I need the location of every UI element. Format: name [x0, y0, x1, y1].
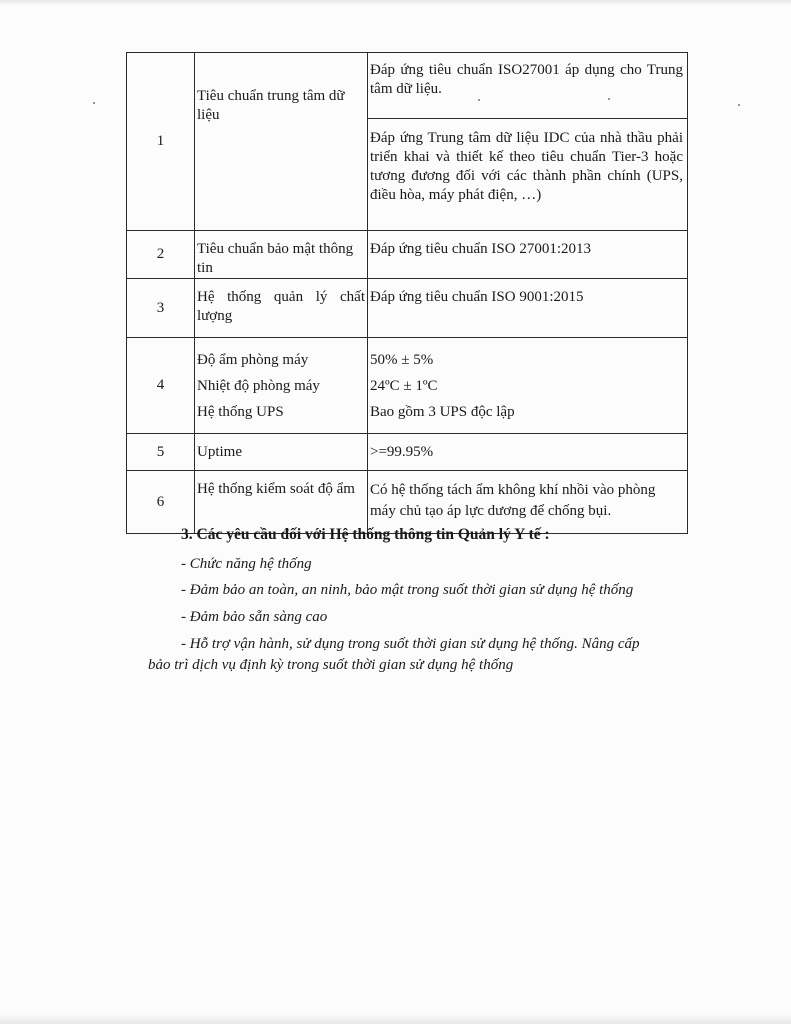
- row-requirement: [368, 231, 688, 279]
- row-requirement: [368, 53, 688, 119]
- scan-edge-bottom: [0, 1014, 791, 1024]
- table-row: [127, 338, 688, 434]
- requirement-text: Có hệ thống tách ẩm không khí nhồi vào phòng máy chủ tạo áp lực dương để chống bụi.: [370, 482, 656, 519]
- row-criterion: [195, 434, 368, 471]
- row-number: 6: [127, 471, 195, 534]
- criterion-label: Tiêu chuẩn trung tâm dữ liệu: [197, 87, 345, 123]
- requirement-text: Đáp ứng Trung tâm dữ liệu IDC của nhà thầu phải triển khai và thiết kế theo tiêu chuẩn Tier-3 hoặc tương đương đối với các thành phần chính (UPS, điều hòa, máy phát điện, …): [370, 130, 683, 203]
- row-requirement: [368, 471, 688, 534]
- bullet-continuation: bảo trì dịch vụ định kỳ trong suốt thời gian sử dụng hệ thống: [148, 657, 514, 673]
- section-heading: 3. Các yêu cầu đối với Hệ thống thông tin Quản lý Y tế :: [181, 526, 550, 543]
- requirement-text: Đáp ứng tiêu chuẩn ISO27001 áp dụng cho Trung tâm dữ liệu.: [370, 62, 683, 97]
- scan-speck: [738, 104, 740, 106]
- criterion-label: Uptime: [197, 443, 242, 460]
- row-number: 4: [127, 338, 195, 434]
- table-row: [127, 434, 688, 471]
- table-row: [127, 471, 688, 534]
- bullet-item: - Hỗ trợ vận hành, sử dụng trong suốt thời gian sử dụng hệ thống. Nâng cấp: [181, 636, 640, 652]
- scan-edge-top: [0, 0, 791, 6]
- row-criterion: [195, 338, 368, 434]
- scan-speck: [608, 98, 610, 100]
- row-number: 1: [127, 53, 195, 231]
- row-criterion: [195, 279, 368, 338]
- criterion-label: Hệ thống quản lý chất lượng: [197, 289, 365, 324]
- scan-speck: [478, 99, 480, 101]
- criterion-label: Hệ thống kiểm soát độ ẩm: [197, 481, 355, 497]
- requirement-text: 50% ± 5%: [370, 352, 434, 368]
- criterion-label: Hệ thống UPS: [197, 404, 284, 420]
- requirement-text: Bao gồm 3 UPS độc lập: [370, 404, 515, 420]
- requirement-text: Đáp ứng tiêu chuẩn ISO 9001:2015: [370, 289, 584, 305]
- row-criterion: [195, 53, 368, 231]
- requirements-table: [126, 52, 688, 534]
- requirement-text: 24ºC ± 1ºC: [370, 378, 438, 394]
- criterion-label: Tiêu chuẩn bảo mật thông tin: [197, 241, 354, 276]
- table-row: [127, 231, 688, 279]
- row-requirement: [368, 434, 688, 471]
- requirement-text: >=99.95%: [370, 443, 434, 460]
- criterion-label: Nhiệt độ phòng máy: [197, 378, 320, 394]
- row-requirement: [368, 338, 688, 434]
- criterion-label: Độ ẩm phòng máy: [197, 352, 309, 368]
- bullet-item: - Chức năng hệ thống: [181, 556, 312, 572]
- row-requirement: [368, 279, 688, 338]
- row-number: 5: [127, 434, 195, 471]
- row-criterion: [195, 471, 368, 534]
- table-row: [127, 53, 688, 119]
- row-number: 2: [127, 231, 195, 279]
- row-requirement: [368, 119, 688, 231]
- bullet-item: - Đảm bảo an toàn, an ninh, bảo mật trong suốt thời gian sử dụng hệ thống: [181, 582, 634, 598]
- requirement-text: Đáp ứng tiêu chuẩn ISO 27001:2013: [370, 241, 592, 257]
- row-number: 3: [127, 279, 195, 338]
- scan-speck: [93, 102, 95, 104]
- table-row: [127, 279, 688, 338]
- row-criterion: [195, 231, 368, 279]
- bullet-item: - Đảm bảo sẵn sàng cao: [181, 609, 328, 625]
